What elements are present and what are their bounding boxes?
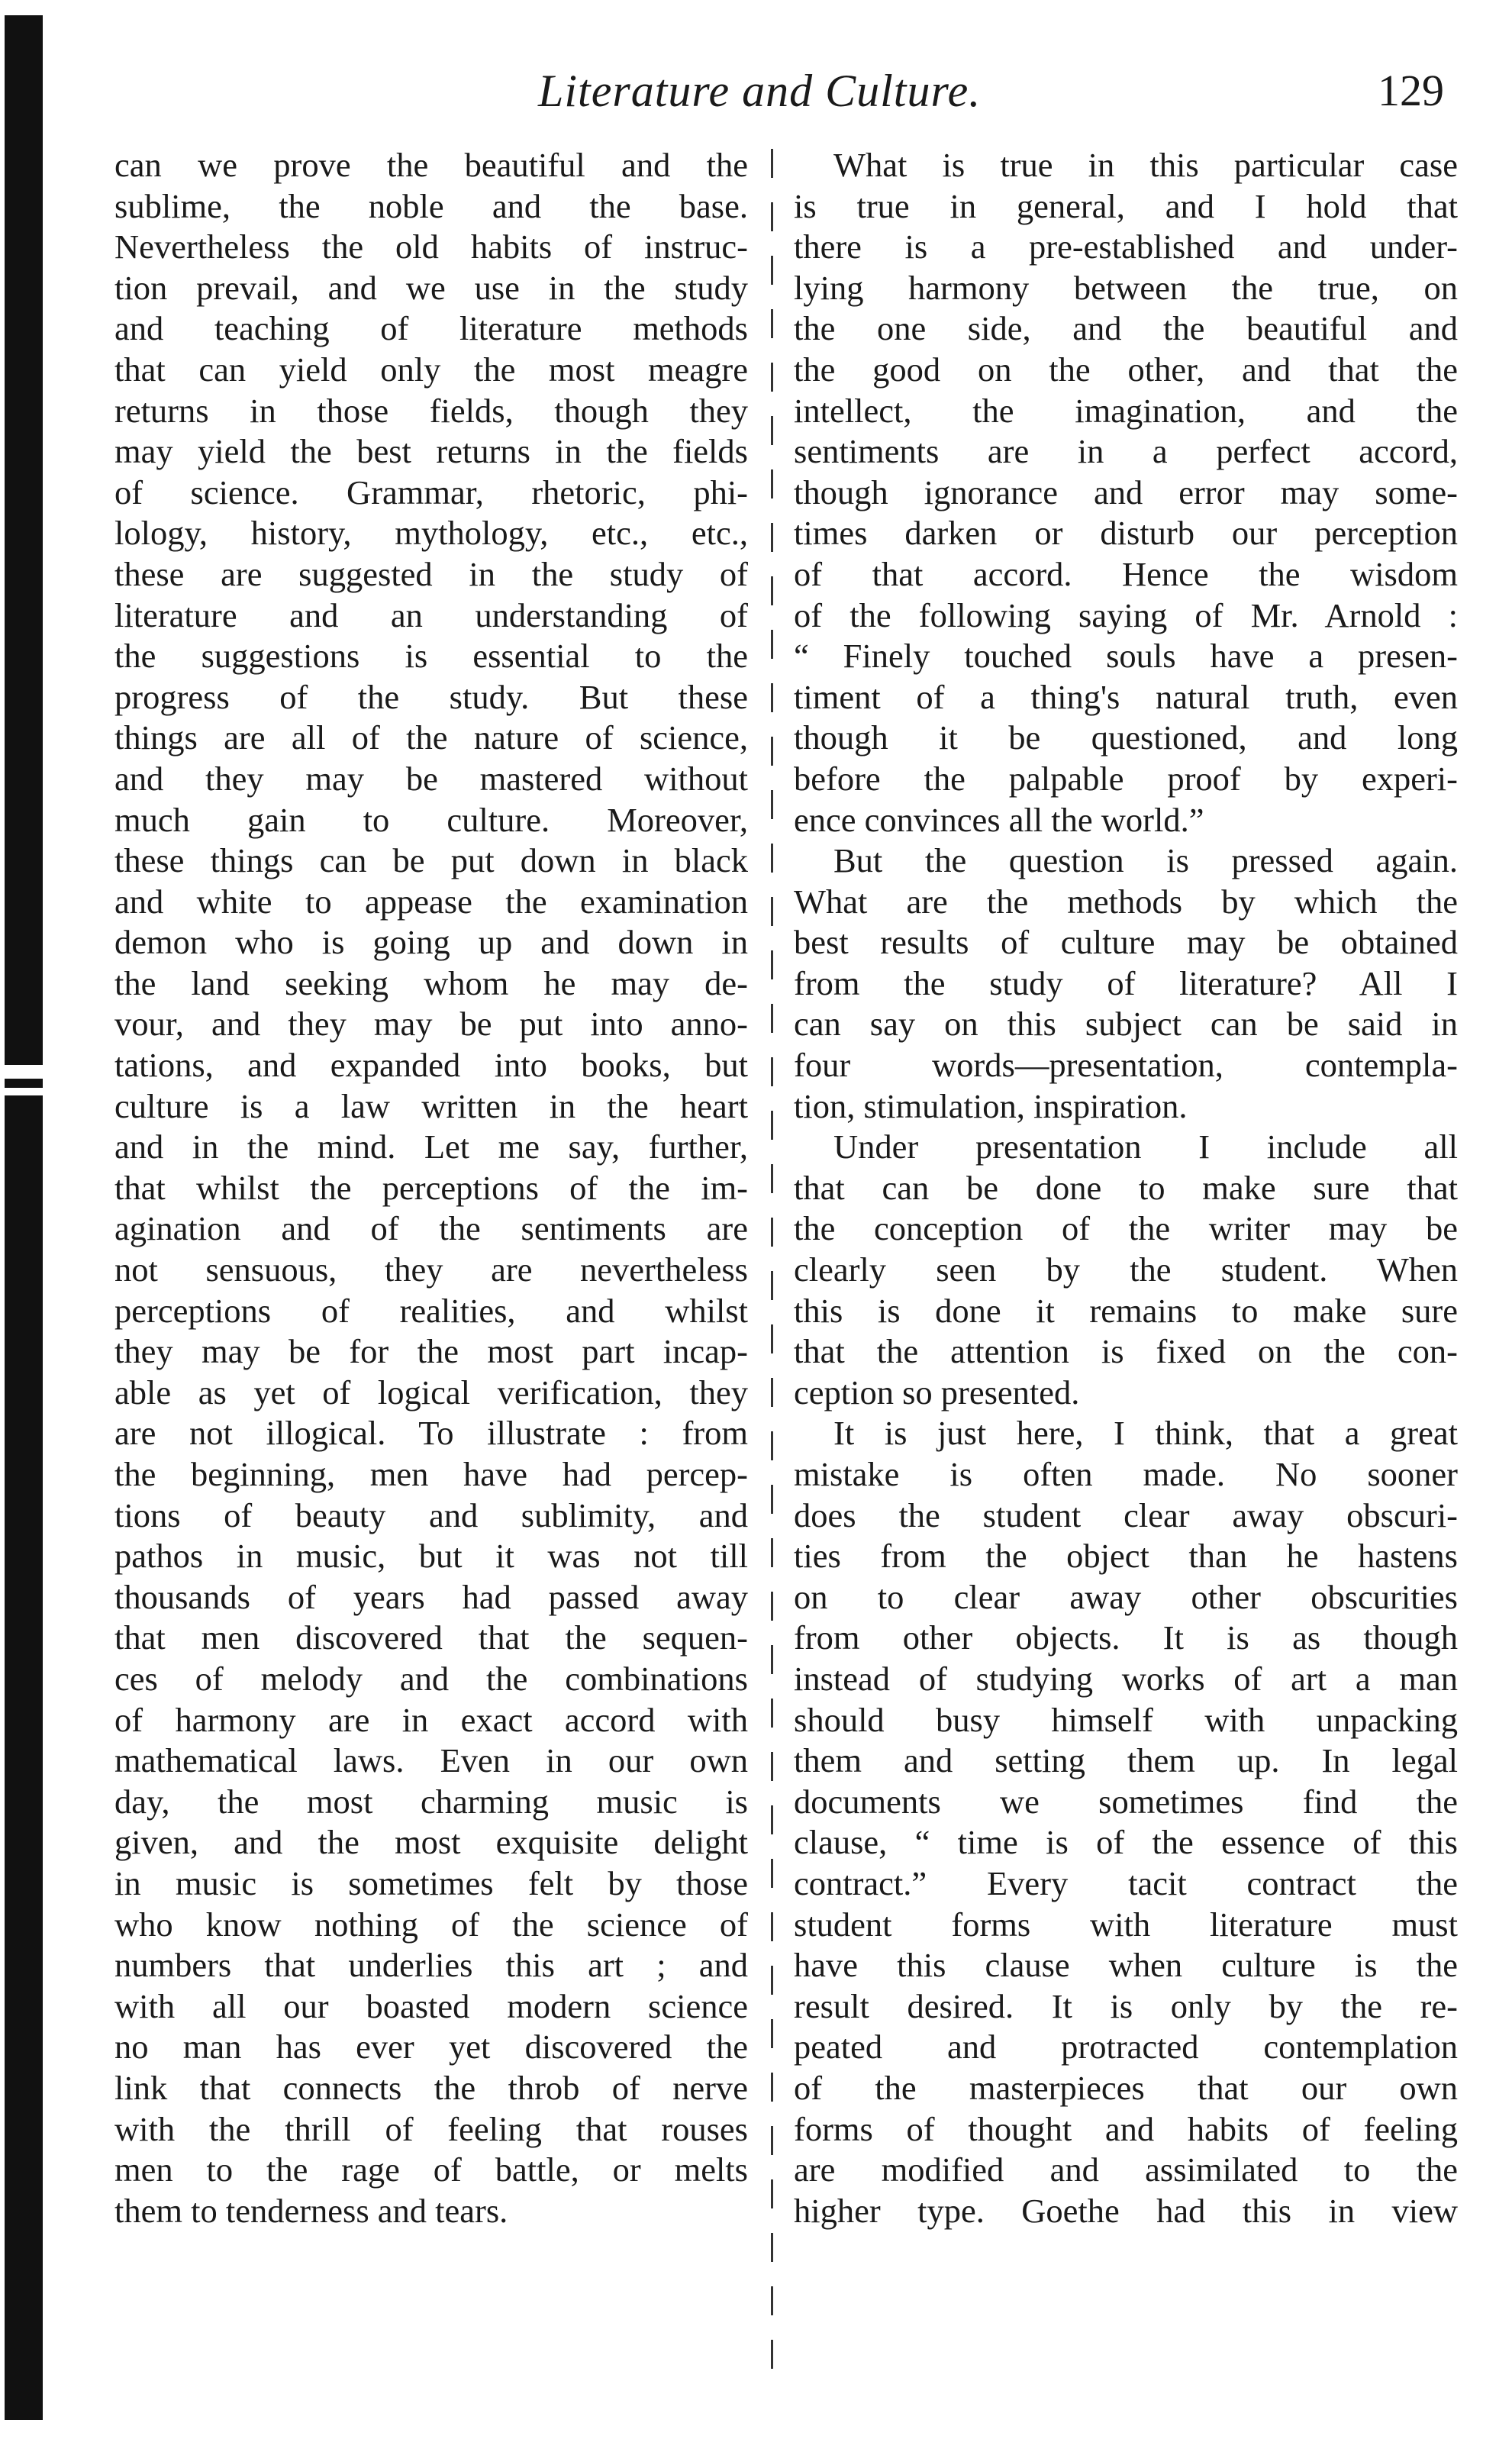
text-line: does the student clear away obscuri-: [794, 1495, 1458, 1534]
text-line: mathematical laws. Even in our own: [114, 1741, 748, 1780]
text-line: of harmony are in exact accord with: [114, 1700, 748, 1739]
text-line: Nevertheless the old habits of instruc-: [114, 227, 748, 266]
text-line: that men discovered that the sequen-: [114, 1618, 748, 1657]
text-line: literature and an understanding of: [114, 595, 748, 634]
text-line: numbers that underlies this art ; and: [114, 1946, 748, 1985]
text-line: these are suggested in the study of: [114, 554, 748, 593]
text-line: Under presentation I include all: [833, 1128, 1458, 1166]
text-line: agination and of the sentiments are: [114, 1209, 748, 1248]
text-line: from the study of literature? All I: [794, 963, 1458, 1002]
text-line: and teaching of literature methods: [114, 309, 748, 348]
text-line: ces of melody and the combinations: [114, 1659, 748, 1698]
text-line: with the thrill of feeling that rouses: [114, 2109, 748, 2148]
text-line: “ Finely touched souls have a presen-: [794, 637, 1458, 676]
text-line: they may be for the most part incap-: [114, 1332, 748, 1371]
text-line: that can be done to make sure that: [794, 1168, 1458, 1207]
text-line: forms of thought and habits of feeling: [794, 2109, 1458, 2148]
text-line: tion prevail, and we use in the study: [114, 268, 748, 307]
column-divider: [771, 149, 773, 2378]
scan-edge-notch: [5, 1065, 43, 1079]
text-line: there is a pre-established and under-: [794, 227, 1458, 266]
text-line: pathos in music, but it was not till: [114, 1537, 748, 1576]
text-line: men to the rage of battle, or melts: [114, 2150, 748, 2189]
text-line: What is true in this particular case: [833, 146, 1458, 184]
text-line: It is just here, I think, that a great: [833, 1414, 1458, 1453]
text-line: things are all of the nature of science,: [114, 718, 748, 757]
running-header: [0, 57, 1512, 118]
text-line: contract.” Every tacit contract the: [794, 1863, 1458, 1902]
text-line: timent of a thing's natural truth, even: [794, 677, 1458, 716]
text-line: student forms with literature must: [794, 1905, 1458, 1944]
text-line: the beginning, men have had percep-: [114, 1455, 748, 1493]
text-line: them to tenderness and tears.: [114, 2191, 508, 2230]
text-line: mistake is often made. No sooner: [794, 1455, 1458, 1493]
text-line: vour, and they may be put into anno-: [114, 1005, 748, 1044]
text-line: and they may be mastered without: [114, 759, 748, 798]
text-line: should busy himself with unpacking: [794, 1700, 1458, 1739]
text-line: in music is sometimes felt by those: [114, 1863, 748, 1902]
text-line: the land seeking whom he may de-: [114, 963, 748, 1002]
right-text-column: [794, 145, 1458, 2231]
text-line: able as yet of logical verification, they: [114, 1373, 748, 1411]
running-title: Literature and Culture.: [538, 66, 982, 116]
text-line: though it be questioned, and long: [794, 718, 1458, 757]
text-line: day, the most charming music is: [114, 1782, 748, 1821]
text-line: intellect, the imagination, and the: [794, 391, 1458, 430]
text-line: thousands of years had passed away: [114, 1577, 748, 1616]
text-line: tion, stimulation, inspiration.: [794, 1086, 1188, 1125]
text-line: result desired. It is only by the re-: [794, 1986, 1458, 2025]
text-line: lying harmony between the true, on: [794, 268, 1458, 307]
text-line: the good on the other, and that the: [794, 350, 1458, 389]
text-line: tations, and expanded into books, but: [114, 1046, 748, 1085]
text-line: clause, “ time is of the essence of this: [794, 1823, 1458, 1862]
text-line: that the attention is fixed on the con-: [794, 1332, 1458, 1371]
text-line: best results of culture may be obtained: [794, 923, 1458, 962]
text-line: can we prove the beautiful and the: [114, 146, 748, 184]
text-line: on to clear away other obscurities: [794, 1577, 1458, 1616]
text-line: not sensuous, they are nevertheless: [114, 1250, 748, 1289]
text-line: no man has ever yet discovered the: [114, 2028, 748, 2066]
text-line: though ignorance and error may some-: [794, 473, 1458, 511]
text-line: sublime, the noble and the base.: [114, 186, 748, 225]
text-line: them and setting them up. In legal: [794, 1741, 1458, 1780]
text-line: the one side, and the beautiful and: [794, 309, 1458, 348]
text-line: have this clause when culture is the: [794, 1946, 1458, 1985]
scan-edge-bar: [5, 15, 43, 2420]
text-line: of that accord. Hence the wisdom: [794, 554, 1458, 593]
page-number: 129: [1378, 66, 1444, 115]
left-text-column: [114, 145, 748, 2231]
text-line: given, and the most exquisite delight: [114, 1823, 748, 1862]
text-line: ception so presented.: [794, 1373, 1080, 1411]
text-line: with all our boasted modern science: [114, 1986, 748, 2025]
text-line: returns in those fields, though they: [114, 391, 748, 430]
text-line: these things can be put down in black: [114, 841, 748, 880]
text-line: times darken or disturb our perception: [794, 514, 1458, 553]
text-line: progress of the study. But these: [114, 677, 748, 716]
text-line: ties from the object than he hastens: [794, 1537, 1458, 1576]
text-line: can say on this subject can be said in: [794, 1005, 1458, 1044]
text-line: clearly seen by the student. When: [794, 1250, 1458, 1289]
text-line: who know nothing of the science of: [114, 1905, 748, 1944]
text-line: may yield the best returns in the fields: [114, 432, 748, 471]
text-line: ence convinces all the world.”: [794, 800, 1204, 839]
text-line: of science. Grammar, rhetoric, phi-: [114, 473, 748, 511]
text-line: instead of studying works of art a man: [794, 1659, 1458, 1698]
text-line: peated and protracted contemplation: [794, 2028, 1458, 2066]
text-line: is true in general, and I hold that: [794, 186, 1458, 225]
text-line: and in the mind. Let me say, further,: [114, 1128, 748, 1166]
text-line: from other objects. It is as though: [794, 1618, 1458, 1657]
text-line: documents we sometimes find the: [794, 1782, 1458, 1821]
text-line: lology, history, mythology, etc., etc.,: [114, 514, 748, 553]
text-line: of the masterpieces that our own: [794, 2068, 1458, 2107]
text-line: the conception of the writer may be: [794, 1209, 1458, 1248]
text-line: are modified and assimilated to the: [794, 2150, 1458, 2189]
text-line: that whilst the perceptions of the im-: [114, 1168, 748, 1207]
text-line: before the palpable proof by experi-: [794, 759, 1458, 798]
text-line: four words—presentation, contempla-: [794, 1046, 1458, 1085]
text-line: tions of beauty and sublimity, and: [114, 1495, 748, 1534]
text-line: the suggestions is essential to the: [114, 637, 748, 676]
text-line: much gain to culture. Moreover,: [114, 800, 748, 839]
text-line: and white to appease the examination: [114, 882, 748, 921]
text-line: But the question is pressed again.: [833, 841, 1458, 880]
text-line: higher type. Goethe had this in view: [794, 2191, 1458, 2230]
scan-edge-notch: [5, 1088, 43, 1095]
text-line: culture is a law written in the heart: [114, 1086, 748, 1125]
text-line: of the following saying of Mr. Arnold :: [794, 595, 1458, 634]
text-line: that can yield only the most meagre: [114, 350, 748, 389]
text-line: this is done it remains to make sure: [794, 1291, 1458, 1330]
text-line: demon who is going up and down in: [114, 923, 748, 962]
text-line: link that connects the throb of nerve: [114, 2068, 748, 2107]
text-line: What are the methods by which the: [794, 882, 1458, 921]
text-line: perceptions of realities, and whilst: [114, 1291, 748, 1330]
text-line: sentiments are in a perfect accord,: [794, 432, 1458, 471]
text-line: are not illogical. To illustrate : from: [114, 1414, 748, 1453]
